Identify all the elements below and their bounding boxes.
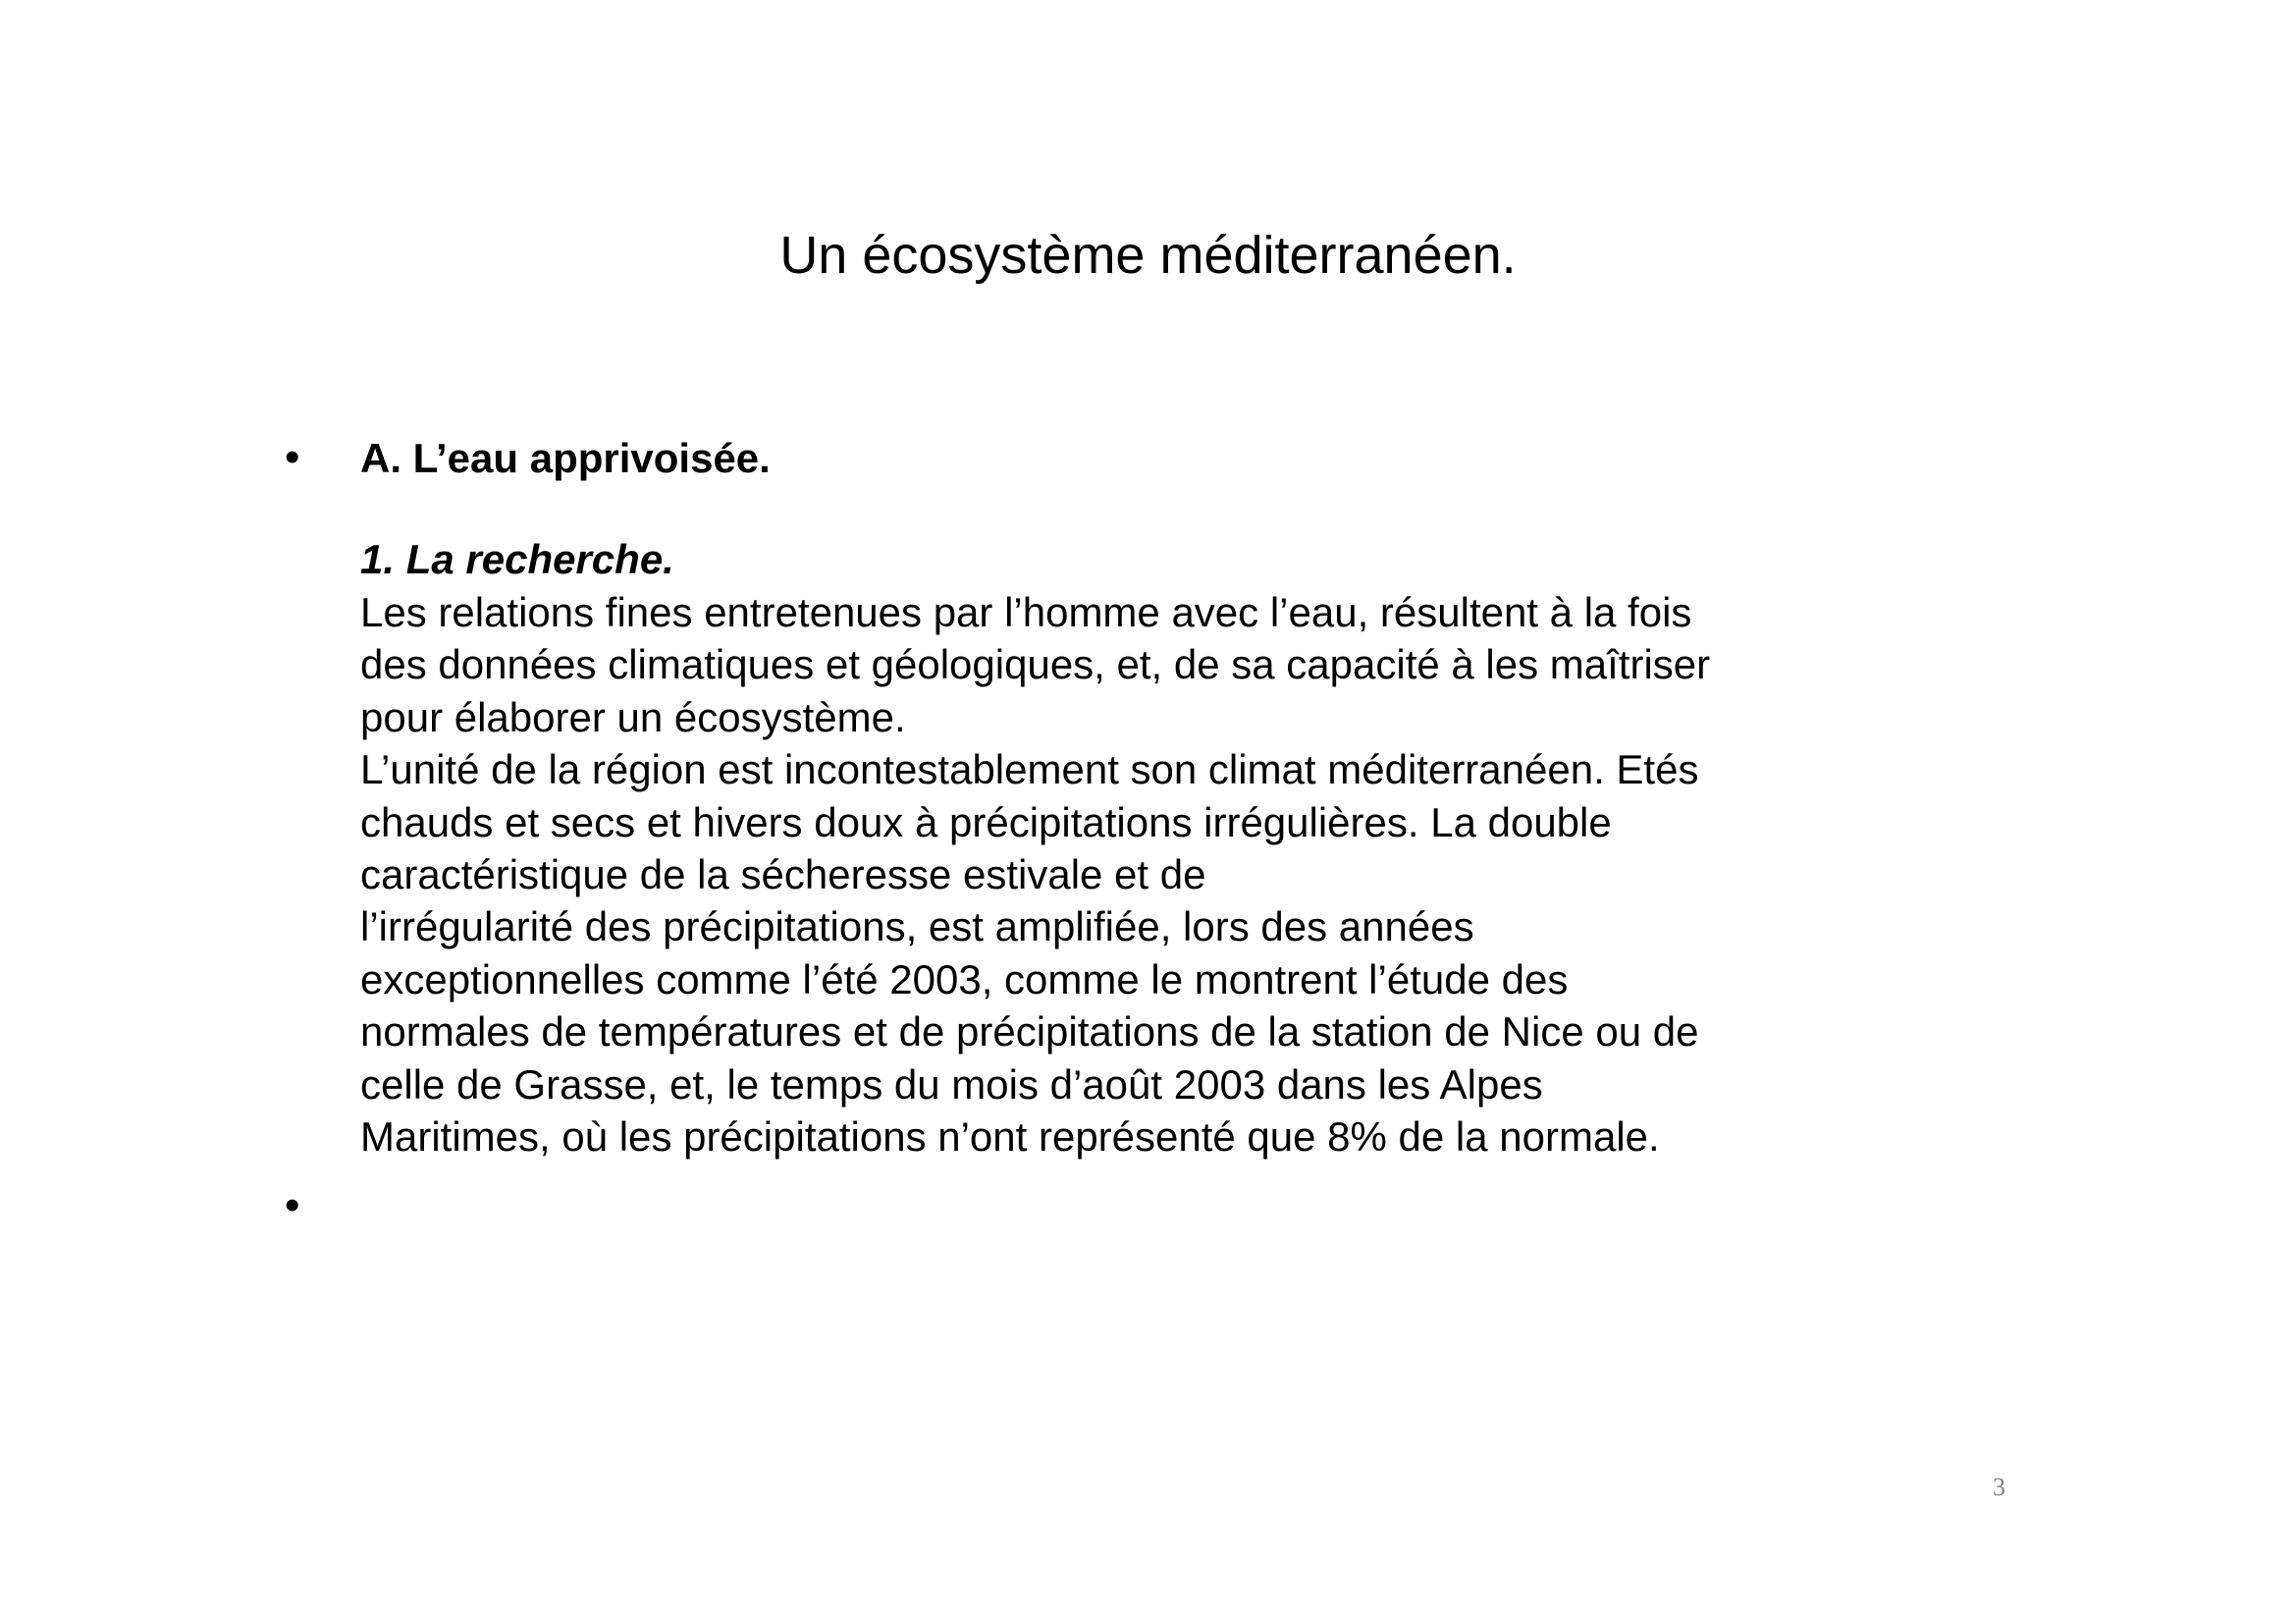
body-line: normales de températures et de précipitations de la station de Nice ou de	[360, 1008, 1699, 1055]
body-line: pour élaborer un écosystème.	[360, 693, 906, 740]
body-line: chauds et secs et hivers doux à précipitations irrégulières. La double	[360, 798, 1612, 845]
body-line: L’unité de la région est incontestablement son climat méditerranéen. Etés	[360, 746, 1699, 793]
empty-bullet-marker: •	[285, 1181, 300, 1229]
bullet-marker: •	[285, 433, 300, 481]
body-line: des données climatiques et géologiques, et, de sa capacité à les maîtriser	[360, 641, 1711, 688]
body-line: Les relations fines entretenues par l’homme avec l’eau, résultent à la fois	[360, 589, 1692, 635]
body-line: l’irrégularité des précipitations, est amplifiée, lors des années	[360, 903, 1474, 950]
section-heading: A. L’eau apprivoisée.	[360, 435, 771, 481]
page-number: 3	[1993, 1473, 2005, 1501]
subsection-heading: 1. La recherche.	[360, 536, 674, 582]
slide-title: Un écosystème méditerranéen.	[779, 226, 1517, 285]
body-paragraph	[360, 586, 1710, 1163]
body-line: celle de Grasse, et, le temps du mois d’août 2003 dans les Alpes	[360, 1060, 1543, 1108]
body-line: Maritimes, où les précipitations n’ont représenté que 8% de la normale.	[360, 1112, 1660, 1160]
body-line: caractéristique de la sécheresse estivale et de	[360, 850, 1206, 897]
body-line: exceptionnelles comme l’été 2003, comme le montrent l’étude des	[360, 955, 1569, 1002]
